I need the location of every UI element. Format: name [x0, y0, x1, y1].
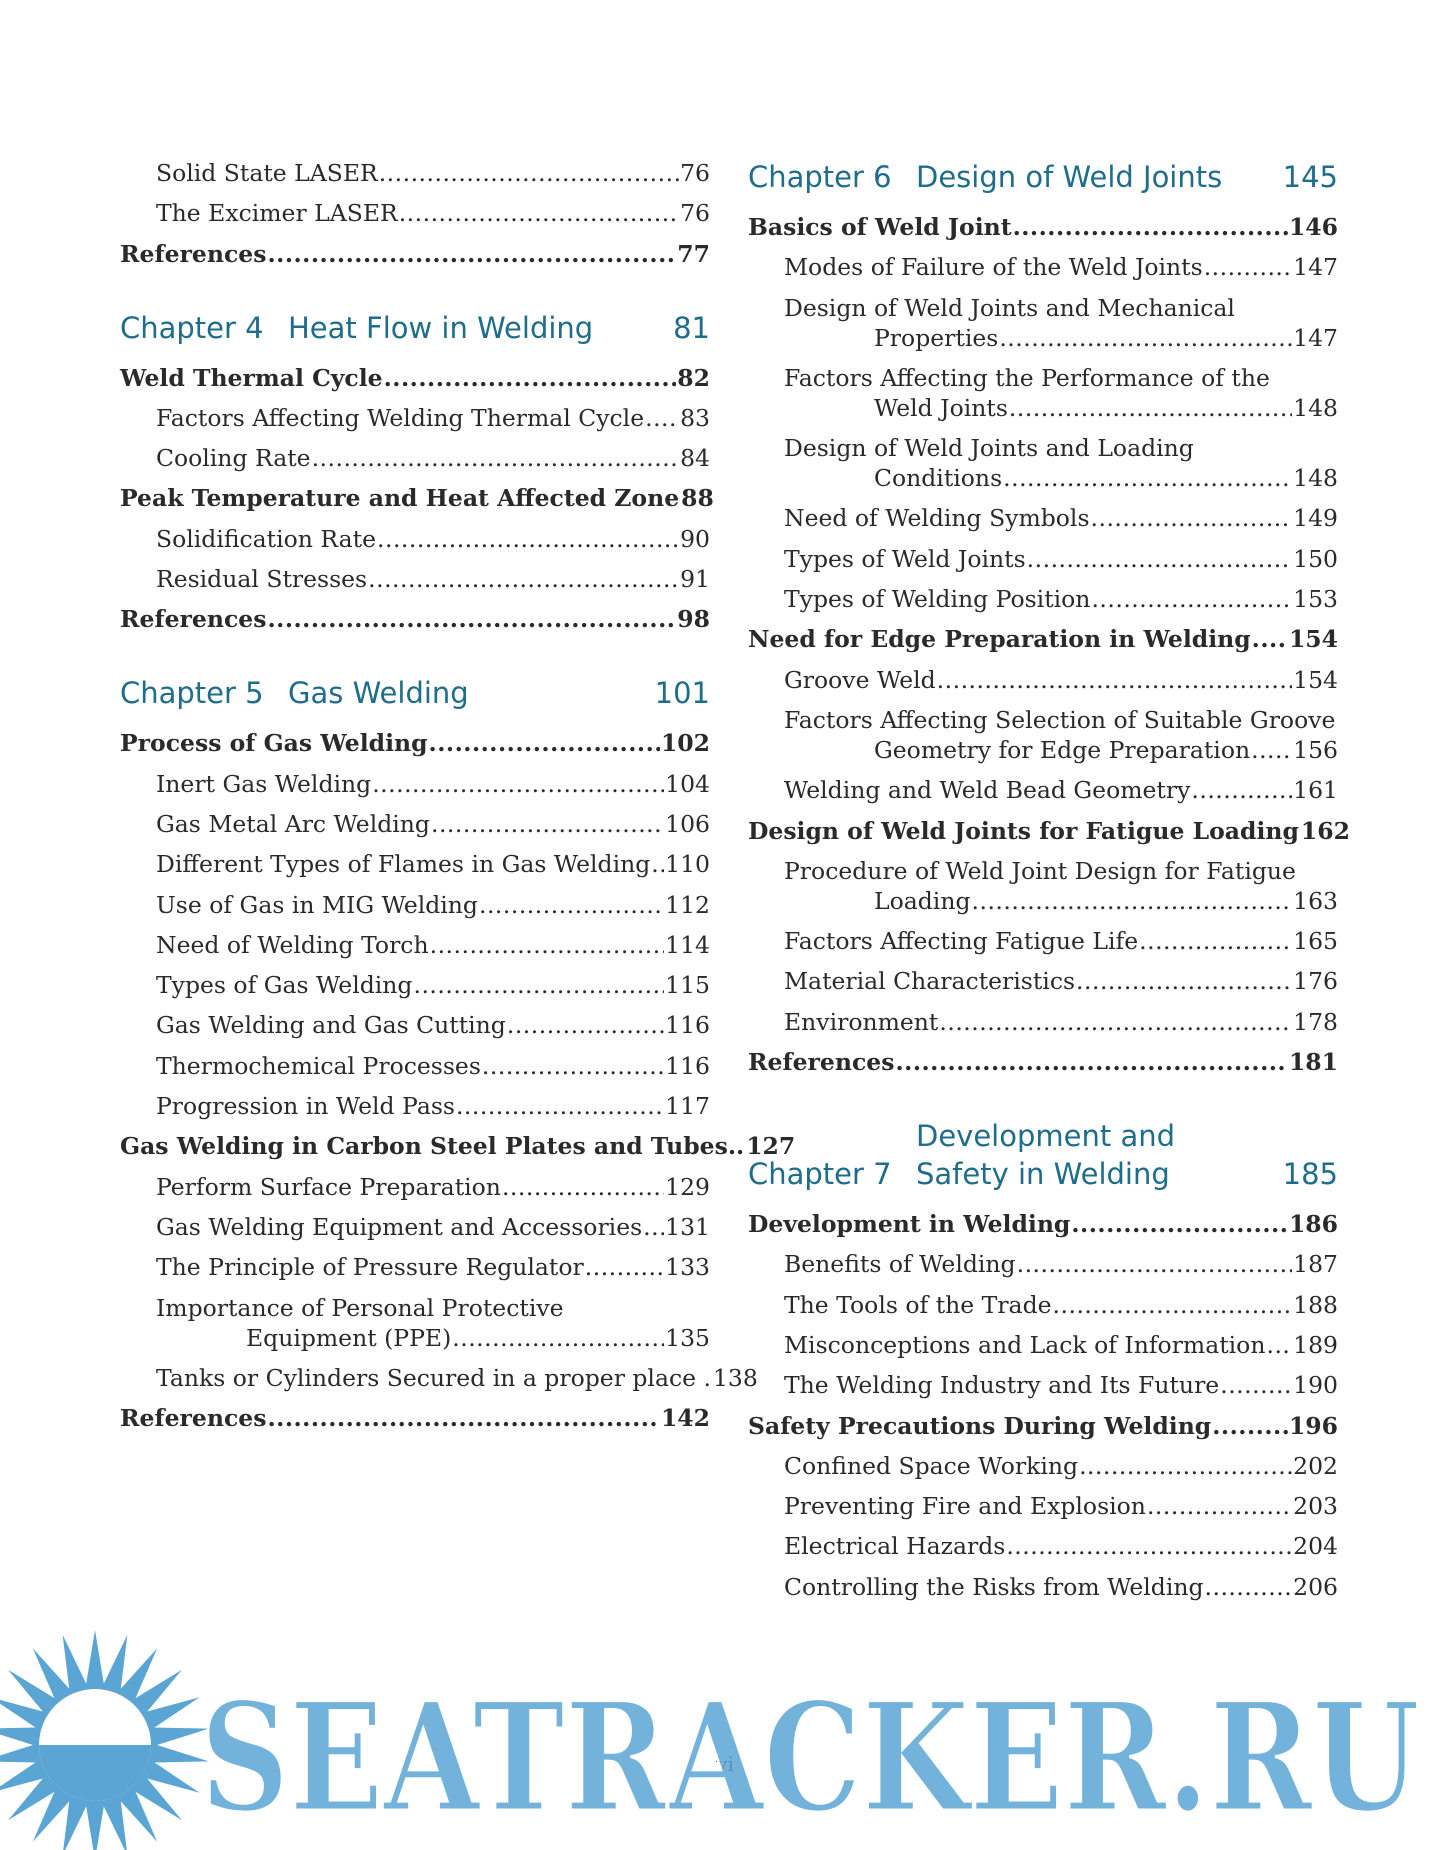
entry-title: Thermochemical Processes	[156, 1051, 481, 1080]
toc-subsection-entry	[120, 443, 710, 473]
entry-page: 203	[1293, 1492, 1338, 1521]
dot-leader	[1220, 1370, 1292, 1400]
toc-subsection-entry	[120, 1293, 710, 1353]
chapter-title	[288, 674, 655, 712]
toc-subsection-entry	[748, 1572, 1338, 1602]
entry-title: Types of Gas Welding	[156, 971, 413, 1000]
dot-leader	[1266, 1330, 1292, 1360]
dot-leader	[267, 239, 676, 269]
entry-page: 163	[1293, 886, 1338, 915]
toc-section-entry	[120, 728, 710, 758]
entry-page: 189	[1293, 1330, 1338, 1359]
entry-page: 147	[1293, 323, 1338, 352]
entry-page: 90	[680, 524, 710, 553]
entry-title: Factors Affecting the Performance of the	[784, 363, 1270, 392]
entry-title: Importance of Personal Protective	[156, 1293, 564, 1322]
entry-title: Gas Welding in Carbon Steel Plates and Tubes..	[120, 1132, 745, 1161]
toc-subsection-entry	[120, 1091, 710, 1121]
entry-title-continued: Equipment (PPE)	[246, 1323, 452, 1352]
chapter-title	[916, 1117, 1283, 1193]
toc-subsection-entry	[120, 1212, 710, 1242]
entry-title: Safety Precautions During Welding	[748, 1411, 1212, 1440]
dot-leader	[1009, 393, 1292, 423]
entry-title: Need of Welding Symbols	[784, 504, 1090, 533]
chapter-title	[916, 158, 1283, 196]
entry-title: Environment	[784, 1007, 939, 1036]
dot-leader	[1252, 624, 1288, 654]
entry-page: 181	[1288, 1048, 1338, 1077]
dot-leader	[482, 1051, 664, 1081]
chapter-title-line: Design of Weld Joints	[916, 160, 1223, 194]
dot-leader	[937, 665, 1292, 695]
entry-page: 135	[665, 1323, 710, 1352]
entry-title: Types of Welding Position	[784, 585, 1091, 614]
toc-subsection-entry	[748, 584, 1338, 614]
dot-leader	[1027, 544, 1292, 574]
chapter-heading	[120, 309, 710, 347]
chapter-title-line: Heat Flow in Welding	[288, 310, 594, 345]
entry-page: 187	[1293, 1250, 1338, 1279]
entry-title: Weld Thermal Cycle	[120, 363, 383, 392]
entry-title-continued: Conditions	[874, 464, 1003, 493]
chapter-title	[288, 309, 673, 347]
toc-section-entry	[748, 624, 1338, 654]
toc-subsection-entry	[748, 293, 1338, 353]
chapter-number: Chapter 4	[120, 310, 264, 345]
chapter-page: 185	[1282, 1157, 1338, 1192]
dot-leader	[1076, 966, 1292, 996]
entry-title: Progression in Weld Pass	[156, 1092, 455, 1121]
chapter-page: 145	[1282, 160, 1338, 194]
entry-title: Modes of Failure of the Weld Joints	[784, 253, 1203, 282]
dot-leader	[372, 769, 664, 799]
entry-title: Design of Weld Joints and Loading	[784, 434, 1194, 463]
toc-section-entry	[120, 604, 710, 634]
toc-subsection-entry	[748, 503, 1338, 533]
entry-page: 104	[665, 769, 710, 798]
dot-leader	[1091, 584, 1292, 614]
toc-subsection-entry	[748, 1330, 1338, 1360]
dot-leader	[399, 198, 679, 228]
entry-title-continued: Weld Joints	[874, 393, 1008, 422]
entry-page: 190	[1293, 1371, 1338, 1400]
toc-subsection-entry	[748, 1249, 1338, 1279]
toc-subsection-entry	[120, 970, 710, 1000]
entry-title: Peak Temperature and Heat Affected Zone	[120, 484, 680, 513]
entry-title: Types of Weld Joints	[784, 544, 1026, 573]
dot-leader	[312, 443, 680, 473]
toc-section-entry	[120, 363, 710, 393]
entry-page: 115	[665, 971, 710, 1000]
entry-title: Different Types of Flames in Gas Welding	[156, 850, 651, 879]
dot-leader	[502, 1172, 664, 1202]
dot-leader	[430, 930, 665, 960]
entry-page: 129	[665, 1172, 710, 1201]
entry-title: Material Characteristics	[784, 967, 1076, 996]
entry-title: Benefits of Welding	[784, 1250, 1016, 1279]
entry-page: 116	[665, 1051, 710, 1080]
dot-leader	[267, 604, 676, 634]
toc-subsection-entry	[748, 1370, 1338, 1400]
toc-subsection-entry	[748, 1531, 1338, 1561]
watermark-text: SEATRACKER.RU	[200, 1670, 1420, 1846]
chapter-page: 81	[673, 310, 710, 345]
toc-subsection-entry	[748, 363, 1338, 423]
entry-title: The Tools of the Trade	[784, 1290, 1052, 1319]
toc-subsection-entry	[748, 252, 1338, 282]
entry-title: Misconceptions and Lack of Information	[784, 1330, 1266, 1359]
toc-subsection-entry	[120, 809, 710, 839]
toc-subsection-entry	[748, 926, 1338, 956]
entry-title: The Excimer LASER	[156, 199, 398, 228]
entry-title: Design of Weld Joints for Fatigue Loading	[748, 816, 1299, 845]
toc-subsection-entry	[120, 849, 710, 879]
dot-leader	[651, 849, 664, 879]
dot-leader	[1006, 1531, 1292, 1561]
dot-leader	[377, 524, 679, 554]
dot-leader	[1091, 503, 1293, 533]
entry-page: 196	[1288, 1411, 1338, 1440]
entry-page: 176	[1293, 967, 1338, 996]
entry-page: 91	[680, 565, 710, 594]
toc-right-column	[748, 158, 1350, 1612]
chapter-title-line: Development and	[916, 1119, 1176, 1154]
toc-subsection-entry	[120, 930, 710, 960]
entry-continuation-line	[784, 323, 1338, 353]
entry-title: Process of Gas Welding	[120, 729, 428, 758]
entry-title: Basics of Weld Joint	[748, 213, 1012, 241]
entry-title: Use of Gas in MIG Welding	[156, 890, 478, 919]
dot-leader	[643, 1212, 664, 1242]
entry-title: Development in Welding	[748, 1210, 1071, 1239]
dot-leader	[507, 1010, 664, 1040]
toc-subsection-entry	[748, 665, 1338, 695]
entry-page: 146	[1288, 213, 1338, 241]
dot-leader	[1251, 735, 1292, 765]
entry-title: References	[120, 605, 267, 634]
dot-leader	[972, 886, 1293, 916]
entry-title: Residual Stresses	[156, 565, 368, 594]
dot-leader	[1147, 1491, 1292, 1521]
toc-subsection-entry	[748, 705, 1338, 765]
watermark	[0, 1630, 1450, 1850]
dot-leader	[368, 564, 679, 594]
dot-leader	[1017, 1249, 1293, 1279]
chapter-number: Chapter 6	[748, 160, 892, 194]
entry-title: Solidification Rate	[156, 524, 376, 553]
toc-subsection-entry	[748, 544, 1338, 574]
toc-subsection-entry	[748, 1451, 1338, 1481]
dot-leader	[384, 363, 677, 393]
entry-page: 76	[680, 159, 710, 187]
entry-continuation-line	[784, 886, 1338, 916]
toc-subsection-entry	[120, 158, 710, 188]
entry-page: 162	[1300, 816, 1350, 845]
entry-page: 88	[681, 484, 714, 513]
toc-section-entry	[120, 483, 714, 513]
sun-icon	[0, 1630, 209, 1850]
chapter-heading	[748, 1117, 1338, 1193]
dot-leader	[1003, 463, 1292, 493]
entry-title: References	[748, 1048, 895, 1077]
dot-leader	[267, 1403, 659, 1433]
entry-page: 154	[1288, 625, 1338, 654]
entry-title: Inert Gas Welding	[156, 769, 372, 798]
dot-leader	[429, 728, 660, 758]
entry-title: Design of Weld Joints and Mechanical	[784, 293, 1235, 322]
toc-section-entry	[748, 212, 1338, 242]
entry-page: 142	[660, 1404, 710, 1433]
toc-subsection-entry	[748, 1290, 1338, 1320]
entry-title: The Principle of Pressure Regulator	[156, 1253, 584, 1282]
entry-page: 153	[1293, 585, 1338, 614]
toc-subsection-entry	[748, 775, 1338, 805]
chapter-title-line: Safety in Welding	[916, 1157, 1170, 1192]
entry-title: Tanks or Cylinders Secured in a proper place .	[156, 1363, 711, 1392]
toc-subsection-entry	[748, 433, 1338, 493]
dot-leader	[1053, 1290, 1293, 1320]
entry-title: Preventing Fire and Explosion	[784, 1492, 1146, 1521]
toc-subsection-entry	[120, 198, 710, 228]
entry-title: Factors Affecting Welding Thermal Cycle	[156, 403, 645, 432]
dot-leader	[1204, 252, 1292, 282]
entry-title: Electrical Hazards	[784, 1532, 1006, 1561]
entry-title-continued: Properties	[874, 323, 999, 352]
dot-leader	[431, 809, 664, 839]
entry-page: 206	[1293, 1572, 1338, 1601]
dot-leader	[1191, 775, 1292, 805]
entry-page: 149	[1293, 504, 1338, 533]
entry-page: 102	[660, 729, 710, 758]
entry-page: 178	[1293, 1007, 1338, 1036]
entry-title: Need for Edge Preparation in Welding	[748, 625, 1251, 654]
toc-section-entry	[748, 1047, 1338, 1077]
entry-title: Gas Welding Equipment and Accessories	[156, 1212, 643, 1241]
entry-title-continued: Loading	[874, 886, 971, 915]
entry-page: 83	[680, 403, 710, 432]
entry-title: The Welding Industry and Its Future	[784, 1371, 1220, 1400]
entry-page: 112	[665, 890, 710, 919]
toc-section-entry	[120, 1403, 710, 1433]
entry-page: 116	[665, 1011, 710, 1040]
entry-continuation-line	[784, 735, 1338, 765]
entry-page: 161	[1293, 776, 1338, 805]
dot-leader	[585, 1252, 664, 1282]
dot-leader	[895, 1047, 1287, 1077]
entry-page: 76	[680, 199, 710, 228]
toc-section-entry	[748, 1411, 1338, 1441]
entry-title: Need of Welding Torch	[156, 930, 429, 959]
toc-section-entry	[120, 1131, 796, 1161]
toc-subsection-entry	[120, 1051, 710, 1081]
entry-page: 84	[680, 444, 710, 473]
entry-page: 127	[746, 1132, 796, 1161]
toc-subsection-entry	[120, 769, 710, 799]
toc-subsection-entry	[748, 856, 1338, 916]
entry-page: 202	[1293, 1451, 1338, 1480]
entry-title: References	[120, 239, 267, 268]
entry-page: 188	[1293, 1290, 1338, 1319]
dot-leader	[1013, 212, 1288, 242]
entry-page: 98	[677, 605, 710, 634]
toc-section-entry	[748, 816, 1350, 846]
toc-subsection-entry	[120, 524, 710, 554]
dot-leader	[939, 1007, 1292, 1037]
dot-leader	[379, 158, 679, 188]
entry-title: Gas Metal Arc Welding	[156, 809, 430, 838]
entry-page: 117	[665, 1092, 710, 1121]
dot-leader	[479, 890, 664, 920]
dot-leader	[999, 323, 1292, 353]
toc-section-entry	[120, 239, 710, 269]
entry-page: 148	[1293, 464, 1338, 493]
toc-subsection-entry	[120, 403, 710, 433]
dot-leader	[456, 1091, 664, 1121]
dot-leader	[645, 403, 679, 433]
entry-continuation-line	[156, 1323, 710, 1353]
entry-title: Controlling the Risks from Welding	[784, 1572, 1204, 1601]
toc-subsection-entry	[748, 966, 1338, 996]
dot-leader	[452, 1323, 664, 1353]
chapter-title-line: Gas Welding	[288, 676, 469, 711]
entry-title: Solid State LASER	[156, 159, 378, 187]
entry-page: 106	[665, 809, 710, 838]
entry-title: Perform Surface Preparation	[156, 1172, 501, 1201]
entry-page: 131	[665, 1212, 710, 1241]
toc-subsection-entry	[120, 1252, 710, 1282]
toc-subsection-entry	[120, 1363, 758, 1393]
entry-page: 77	[677, 239, 710, 268]
entry-title: Groove Weld	[784, 665, 936, 694]
entry-page: 133	[665, 1253, 710, 1282]
chapter-heading	[748, 158, 1338, 196]
entry-page: 138	[712, 1363, 758, 1392]
dot-leader	[1079, 1451, 1292, 1481]
toc-subsection-entry	[120, 1010, 710, 1040]
chapter-heading	[120, 674, 710, 712]
toc-section-entry	[748, 1209, 1338, 1239]
entry-page: 114	[665, 930, 710, 959]
toc-subsection-entry	[120, 1172, 710, 1202]
entry-page: 147	[1293, 253, 1338, 282]
entry-page: 204	[1293, 1532, 1338, 1561]
toc-subsection-entry	[120, 564, 710, 594]
toc-left-column	[120, 158, 796, 1443]
entry-page: 82	[677, 363, 710, 392]
entry-page: 148	[1293, 393, 1338, 422]
entry-title: Procedure of Weld Joint Design for Fatigue	[784, 856, 1296, 885]
entry-title: Welding and Weld Bead Geometry	[784, 776, 1191, 805]
entry-title: References	[120, 1404, 267, 1433]
entry-page: 156	[1293, 735, 1338, 764]
entry-title: Gas Welding and Gas Cutting	[156, 1011, 506, 1040]
entry-title: Factors Affecting Fatigue Life	[784, 927, 1139, 956]
dot-leader	[413, 970, 664, 1000]
dot-leader	[1205, 1572, 1293, 1602]
entry-page: 110	[665, 850, 710, 879]
toc-subsection-entry	[748, 1007, 1338, 1037]
entry-continuation-line	[784, 463, 1338, 493]
entry-page: 150	[1293, 544, 1338, 573]
chapter-number: Chapter 5	[120, 676, 264, 711]
entry-title: Cooling Rate	[156, 444, 311, 473]
entry-page: 186	[1288, 1210, 1338, 1239]
dot-leader	[1139, 926, 1292, 956]
entry-continuation-line	[784, 393, 1338, 423]
entry-page: 165	[1293, 927, 1338, 956]
chapter-page: 101	[654, 676, 710, 711]
dot-leader	[1212, 1411, 1288, 1441]
entry-title: Confined Space Working	[784, 1451, 1079, 1480]
toc-subsection-entry	[120, 890, 710, 920]
chapter-number: Chapter 7	[748, 1157, 892, 1192]
entry-page: 154	[1293, 665, 1338, 694]
entry-title-continued: Geometry for Edge Preparation	[874, 735, 1251, 764]
dot-leader	[1071, 1209, 1288, 1239]
toc-subsection-entry	[748, 1491, 1338, 1521]
entry-title: Factors Affecting Selection of Suitable Groove	[784, 705, 1336, 734]
page-number: vi	[716, 1752, 734, 1776]
